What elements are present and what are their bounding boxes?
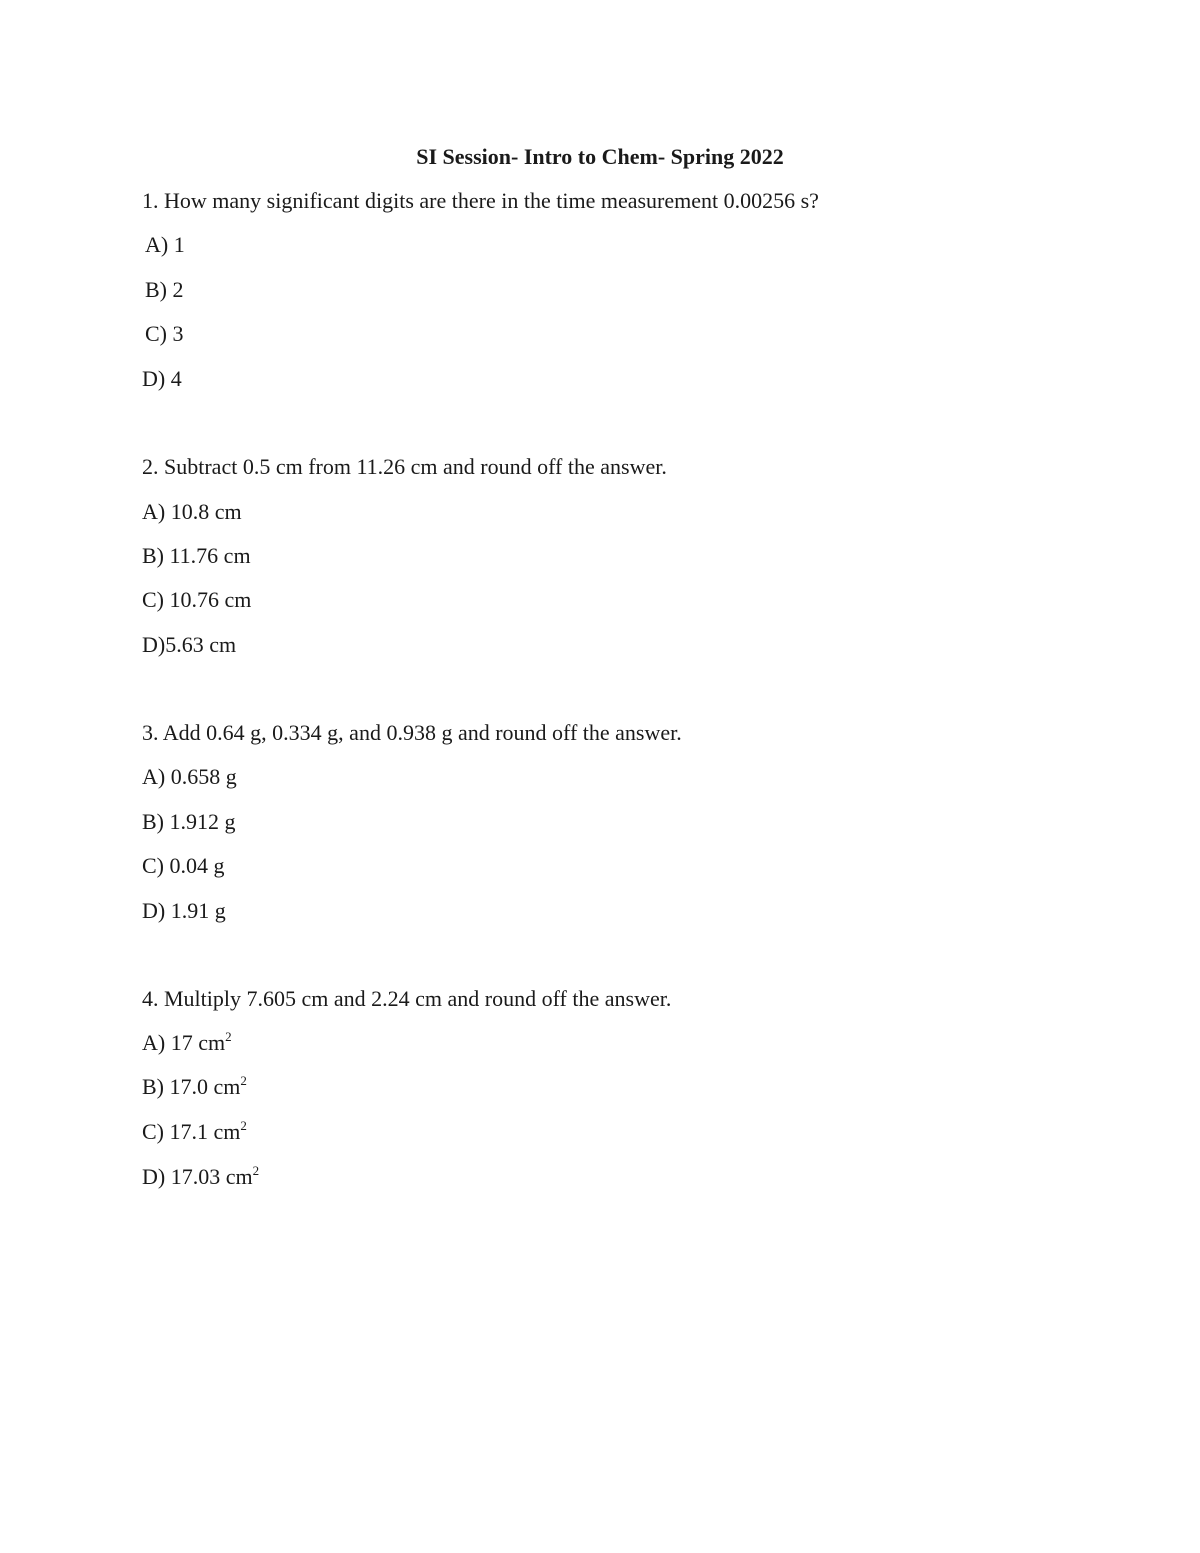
question-4-option-a <box>142 1028 232 1058</box>
question-3-option-b: B) 1.912 g <box>142 809 236 834</box>
question-3-option-a: A) 0.658 g <box>142 764 237 789</box>
document-title: SI Session- Intro to Chem- Spring 2022 <box>416 144 784 169</box>
squared-superscript: 2 <box>240 1073 247 1088</box>
option-label: B) 17.0 cm <box>142 1074 241 1099</box>
option-label: A) 17 cm <box>142 1030 226 1055</box>
question-2-option-d: D)5.63 cm <box>142 632 237 657</box>
question-4-text: 4. Multiply 7.605 cm and 2.24 cm and round off the answer. <box>142 986 672 1011</box>
question-1-text: 1. How many significant digits are there in the time measurement 0.00256 s? <box>142 188 819 213</box>
question-1-option-d: D) 4 <box>142 366 182 391</box>
question-2-text: 2. Subtract 0.5 cm from 11.26 cm and round off the answer. <box>142 454 667 479</box>
option-label: C) 17.1 cm <box>142 1119 241 1144</box>
question-4-option-d <box>142 1162 259 1192</box>
question-4-option-b <box>142 1072 247 1102</box>
question-3-option-c: C) 0.04 g <box>142 853 225 878</box>
question-3-option-d: D) 1.91 g <box>142 898 226 923</box>
question-2-option-b: B) 11.76 cm <box>142 543 251 568</box>
question-2-option-c: C) 10.76 cm <box>142 587 252 612</box>
question-3-text: 3. Add 0.64 g, 0.334 g, and 0.938 g and round off the answer. <box>142 720 682 745</box>
option-label: D) 17.03 cm <box>142 1164 253 1189</box>
question-4-option-c <box>142 1117 247 1147</box>
squared-superscript: 2 <box>240 1118 247 1133</box>
squared-superscript: 2 <box>252 1163 260 1178</box>
question-2-option-a: A) 10.8 cm <box>142 499 242 524</box>
question-1-option-a: A) 1 <box>145 232 185 257</box>
question-1-option-c: C) 3 <box>145 321 184 346</box>
squared-superscript: 2 <box>225 1029 232 1044</box>
question-1-option-b: B) 2 <box>145 277 184 302</box>
